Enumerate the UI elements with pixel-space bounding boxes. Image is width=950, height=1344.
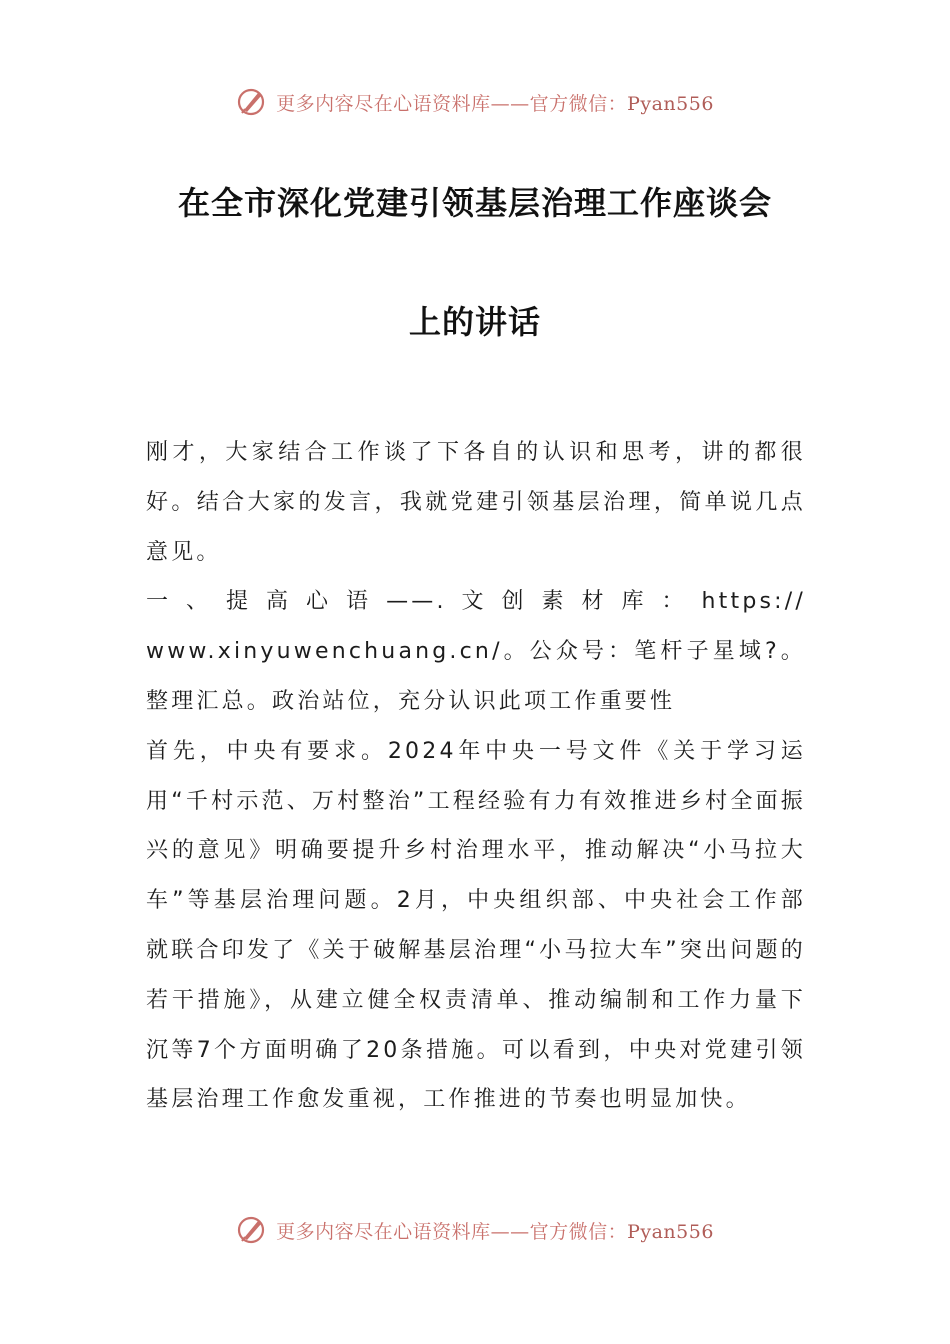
watermark-text: 更多内容尽在心语资料库——官方微信：Pyan556	[276, 92, 714, 115]
paragraph-first-point: 首先，中央有要求。2024年中央一号文件《关于学习运用“千村示范、万村整治”工程经验有力有效推进乡村全面振兴的意见》明确要提升乡村治理水平，推动解决“小马拉大车”等基层治理问题。2月，中央组织部、中央社会工作部就联合印发了《关于破解基层治理“小马拉大车”突出问题的若干措施》，从建立健全权责清单、推动编制和工作力量下沉等7个方面明确了20条措施。可以看到，中央对党建引领基层治理工作愈发重视，工作推进的节奏也明显加快。	[146, 738, 806, 1113]
header-watermark	[0, 82, 950, 122]
watermark-contact: Pyan556	[627, 92, 714, 115]
document-title-line-2: 上的讲话	[408, 303, 541, 341]
quill-pen-logo-icon	[236, 86, 268, 118]
watermark-text: 更多内容尽在心语资料库——官方微信：Pyan556	[276, 1220, 714, 1243]
footer-watermark	[0, 1210, 950, 1250]
document-title-line-1: 在全市深化党建引领基层治理工作座谈会	[177, 184, 772, 222]
document-body	[146, 428, 806, 1125]
paragraph-heading-line-1: 一、提高心语——.文创素材库：https://	[146, 589, 806, 615]
paragraph-opening: 刚才，大家结合工作谈了下各自的认识和思考，讲的都很好。结合大家的发言，我就党建引领基层治理，简单说几点意见。	[146, 440, 806, 565]
paragraph-heading-line-2: www.xinyuwenchuang.cn/。公众号：笔杆子星域?。整理汇总。政治站位，充分认识此项工作重要性	[146, 639, 806, 714]
quill-pen-logo-icon	[236, 1214, 268, 1246]
watermark-contact: Pyan556	[627, 1220, 714, 1243]
